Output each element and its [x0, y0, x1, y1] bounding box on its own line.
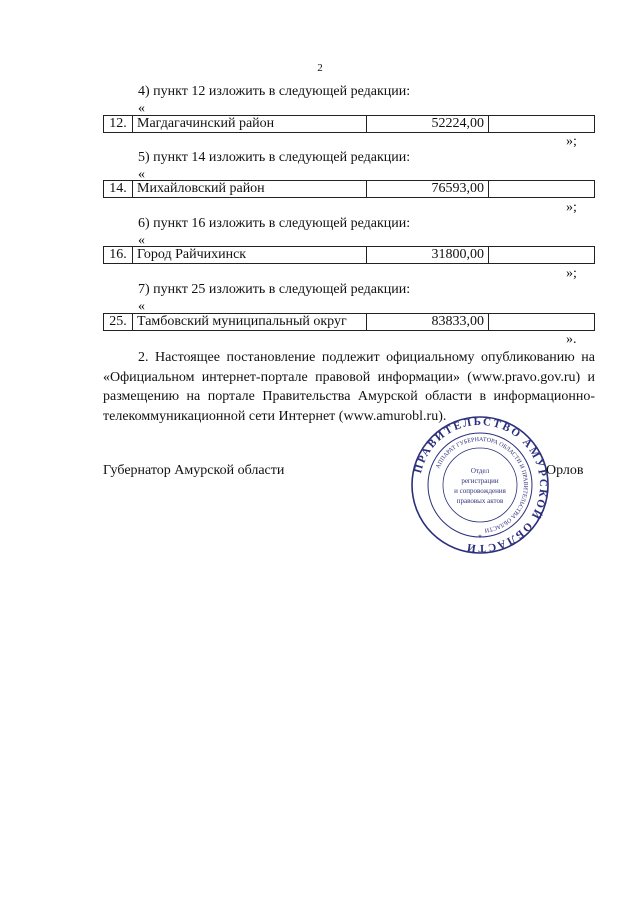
table-row — [104, 247, 595, 264]
paragraph-text: 2. Настоящее постановление подлежит официальному опубликованию на «Официальном интернет-портале правовой информации» (www.pravo.gov.ru) и размещению на портале Правительства Амурской области в информационно-телекоммуникационной сети Интернет (www.amurobl.ru). — [103, 350, 595, 424]
row-number: 16. — [104, 247, 133, 264]
row-extra — [489, 314, 595, 331]
signature-title: Губернатор Амурской области — [103, 463, 285, 478]
seal-inner-text: АППАРАТ ГУБЕРНАТОРА ОБЛАСТИ И ПРАВИТЕЛЬСТВА ОБЛАСТИ — [435, 436, 529, 533]
amendment-table — [103, 313, 595, 331]
seal-center-line: правовых актов — [456, 497, 504, 505]
open-quote: « — [138, 233, 145, 248]
row-value: 83833,00 — [367, 314, 489, 331]
instruction-text: 6) пункт 16 изложить в следующей редакции: — [138, 216, 411, 231]
amendment-table — [103, 180, 595, 198]
seal-center-line: и сопровождения — [454, 487, 506, 495]
row-value: 76593,00 — [367, 181, 489, 198]
instruction-text: 4) пункт 12 изложить в следующей редакции: — [138, 84, 411, 99]
close-quote: »; — [566, 266, 577, 281]
row-name: Тамбовский муниципальный округ — [133, 314, 367, 331]
open-quote: « — [138, 167, 145, 182]
row-extra — [489, 181, 595, 198]
table-row — [104, 116, 595, 133]
instruction-text: 5) пункт 14 изложить в следующей редакции: — [138, 150, 411, 165]
row-name: Михайловский район — [133, 181, 367, 198]
page-number: 2 — [317, 62, 323, 74]
open-quote: « — [138, 101, 145, 116]
table-row — [104, 314, 595, 331]
seal-center-line: регистрации — [461, 477, 499, 485]
row-number: 25. — [104, 314, 133, 331]
official-seal — [410, 415, 550, 555]
row-number: 14. — [104, 181, 133, 198]
seal-outer-text: ПРАВИТЕЛЬСТВО АМУРСКОЙ ОБЛАСТИ — [412, 415, 550, 555]
row-value: 31800,00 — [367, 247, 489, 264]
row-number: 12. — [104, 116, 133, 133]
amendment-table — [103, 246, 595, 264]
row-name: Город Райчихинск — [133, 247, 367, 264]
open-quote: « — [138, 299, 145, 314]
close-quote: ». — [566, 332, 577, 347]
table-row — [104, 181, 595, 198]
close-quote: »; — [566, 200, 577, 215]
close-quote: »; — [566, 134, 577, 149]
row-extra — [489, 116, 595, 133]
row-value: 52224,00 — [367, 116, 489, 133]
seal-center-line: Отдел — [470, 467, 490, 475]
row-name: Магдагачинский район — [133, 116, 367, 133]
row-extra — [489, 247, 595, 264]
instruction-text: 7) пункт 25 изложить в следующей редакции: — [138, 282, 411, 297]
signature-name: Орлов — [546, 463, 584, 478]
amendment-table — [103, 115, 595, 133]
seal-star-icon: * — [478, 533, 482, 542]
